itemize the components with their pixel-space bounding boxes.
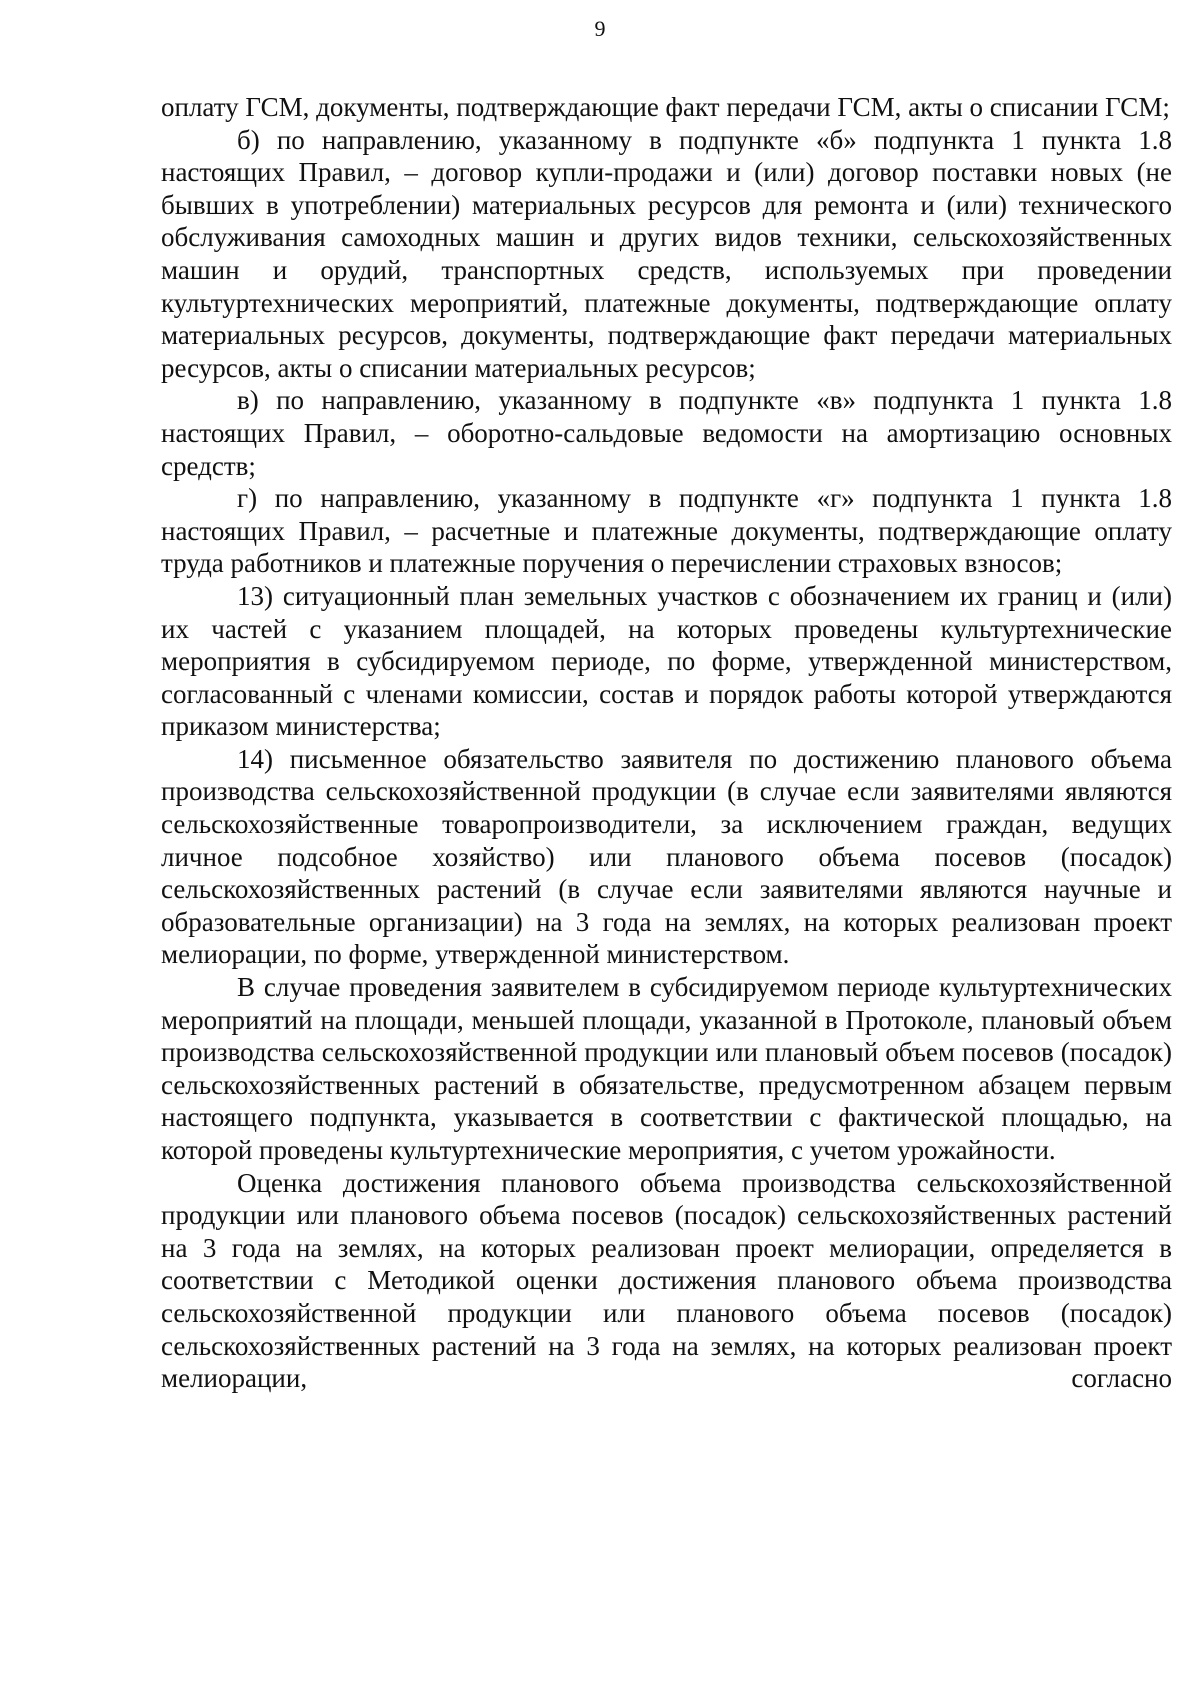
paragraph-subitem-v: в) по направлению, указанному в подпункте «в» подпункта 1 пункта 1.8 настоящих Правил, – оборотно-сальдовые ведомости на амортизацию основных средств; [161, 385, 1172, 481]
paragraph-item-14: 14) письменное обязательство заявителя по достижению планового объема производства сельскохозяйственной продукции (в случае если заявителями являются сельскохозяйственные товаропроизводители, за исключением граждан, ведущих личное подсобное хозяйство) или планового объема посевов (посадок) сельскохозяйственных растений (в случае если заявителями являются научные и образовательные организации) на 3 года на землях, на которых реализован проект мелиорации, по форме, утвержденной министерством. [161, 743, 1172, 970]
paragraph-gsm-continuation: оплату ГСМ, документы, подтверждающие факт передачи ГСМ, акты о списании ГСМ; [161, 92, 1170, 122]
paragraph-subitem-b: б) по направлению, указанному в подпункте «б» подпункта 1 пункта 1.8 настоящих Правил, – договор купли-продажи и (или) договор поставки новых (не бывших в употреблении) материальных ресурсов для ремонта и (или) технического обслуживания самоходных машин и других видов техники, сельскохозяйственных машин и орудий, транспортных средств, используемых при проведении культуртехнических мероприятий, платежные документы, подтверждающие оплату материальных ресурсов, документы, подтверждающие факт передачи материальных ресурсов, акты о списании материальных ресурсов; [161, 124, 1172, 383]
document-body [161, 91, 1172, 1395]
paragraph-item-13: 13) ситуационный план земельных участков с обозначением их границ и (или) их частей с указанием площадей, на которых проведены культуртехнические мероприятия в субсидируемом периоде, по форме, утвержденной министерством, согласованный с членами комиссии, состав и порядок работы которой утверждаются приказом министерства; [161, 580, 1172, 742]
paragraph-assessment: Оценка достижения планового объема производства сельскохозяйственной продукции или планового объема посевов (посадок) сельскохозяйственных растений на 3 года на землях, на которых реализован проект мелиорации, определяется в соответствии с Методикой оценки достижения планового объема производства сельскохозяйственной продукции или планового объема посевов (посадок) сельскохозяйственных растений на 3 года на землях, на которых реализован проект мелиорации, согласно [161, 1167, 1172, 1394]
paragraph-reduced-area: В случае проведения заявителем в субсидируемом периоде культуртехнических мероприятий на площади, меньшей площади, указанной в Протоколе, плановый объем производства сельскохозяйственной продукции или плановый объем посевов (посадок) сельскохозяйственных растений в обязательстве, предусмотренном абзацем первым настоящего подпункта, указывается в соответствии с фактической площадью, на которой проведены культуртехнические мероприятия, с учетом урожайности. [161, 972, 1172, 1165]
paragraph-subitem-g: г) по направлению, указанному в подпункте «г» подпункта 1 пункта 1.8 настоящих Правил, – расчетные и платежные документы, подтверждающие оплату труда работников и платежные поручения о перечислении страховых взносов; [161, 483, 1172, 579]
page-number: 9 [594, 16, 606, 41]
